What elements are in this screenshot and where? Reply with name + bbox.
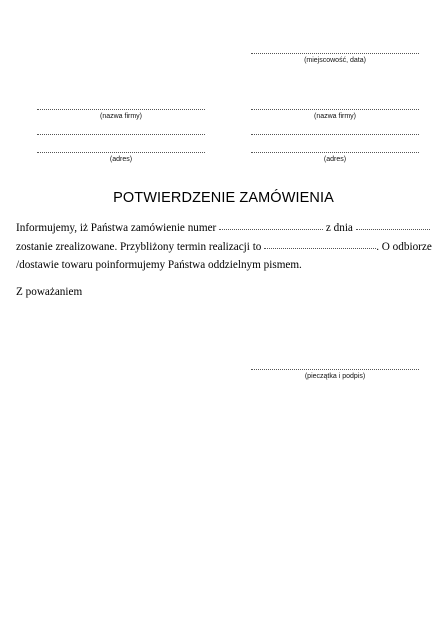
- address-line-1-right: [251, 134, 419, 135]
- place-date-caption: (miejscowość, data): [304, 57, 366, 64]
- order-date-text: z dnia: [325, 222, 353, 234]
- body-line-2: [16, 241, 432, 253]
- place-date-field: [251, 53, 419, 65]
- company-name-caption-right: (nazwa firmy): [313, 113, 356, 120]
- company-name-field-left: [37, 109, 205, 121]
- address-line-2-left: [37, 152, 205, 153]
- order-number-blank: [219, 229, 323, 230]
- address-line-1-left: [37, 134, 205, 135]
- lead-time-text: zostanie zrealizowane. Przybliżony termin realizacji to: [16, 241, 262, 253]
- address-field-left: [37, 152, 205, 164]
- address-dots-1-right: [251, 134, 419, 135]
- company-name-caption-left: (nazwa firmy): [99, 113, 142, 120]
- order-date-blank: [356, 229, 430, 230]
- document-title: POTWIERDZENIE ZAMÓWIENIA: [113, 190, 334, 206]
- address-caption-right: (adres): [323, 156, 347, 163]
- address-line-2-right: [251, 152, 419, 153]
- company-name-line-left: [37, 109, 205, 110]
- delivery-text: . O odbiorze: [376, 241, 432, 253]
- address-field-right: [251, 152, 419, 164]
- body-line-1: [16, 222, 432, 234]
- address-caption-left: (adres): [109, 156, 133, 163]
- body-line-3: /dostawie towaru poinformujemy Państwa oddzielnym pismem.: [16, 259, 302, 271]
- address-dots-1-left: [37, 134, 205, 135]
- closing-text: Z poważaniem: [16, 286, 83, 298]
- company-name-field-right: [251, 109, 419, 121]
- lead-time-blank: [264, 248, 376, 249]
- company-name-line-right: [251, 109, 419, 110]
- signature-caption: (pieczątka i podpis): [304, 373, 366, 380]
- signature-field: [251, 369, 419, 381]
- signature-line: [251, 369, 419, 370]
- place-date-line: [251, 53, 419, 54]
- order-number-text: Informujemy, iż Państwa zamówienie numer: [16, 222, 217, 234]
